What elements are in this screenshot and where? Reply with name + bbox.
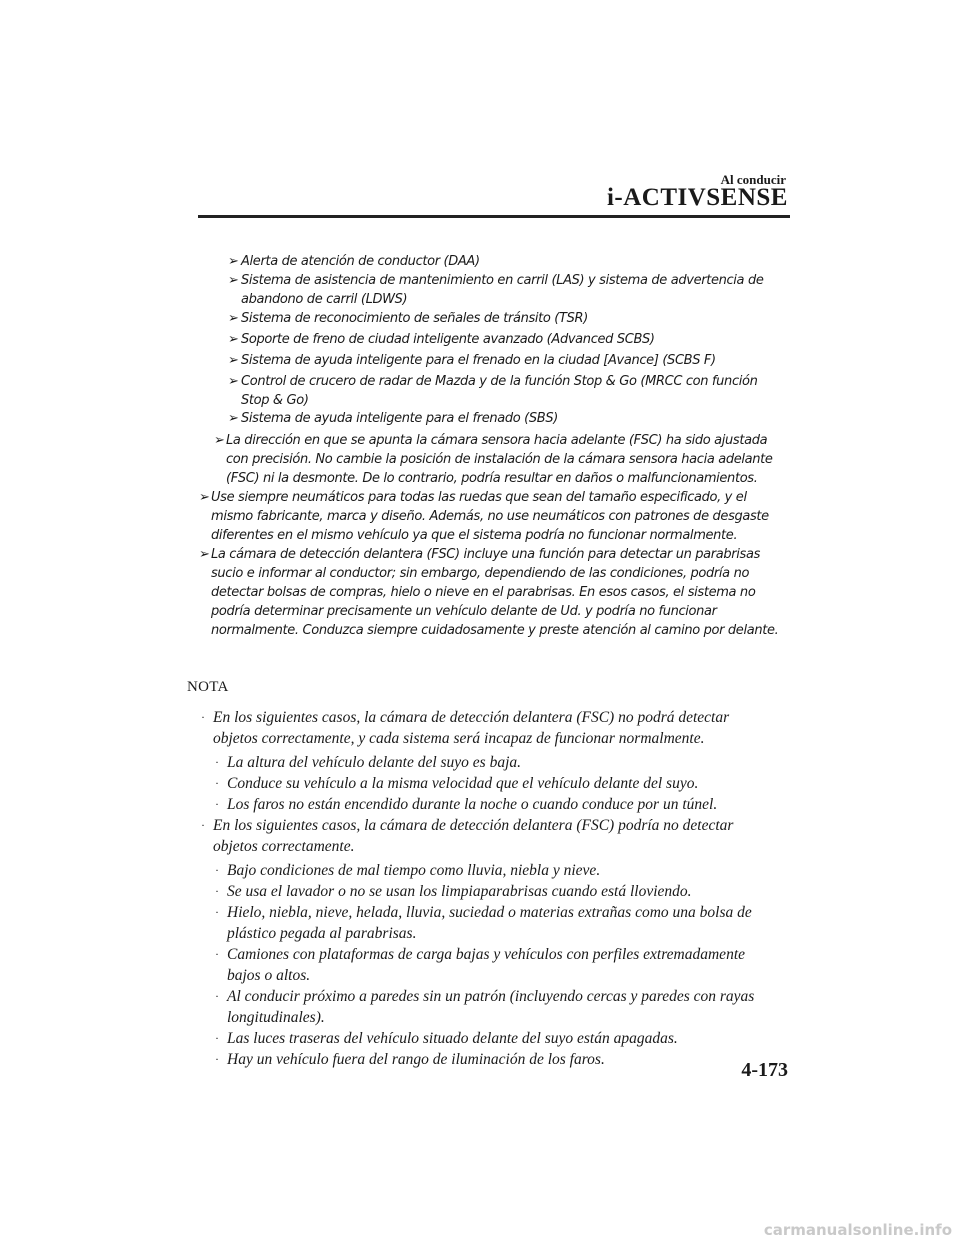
list-item-text: En los siguientes casos, la cámara de detección delantera (FSC) no podrá detectar objetos correctamente, y cada sistema será incapaz de funcionar normalmente.: [213, 709, 730, 747]
list-item: [215, 860, 775, 881]
bullet-dot-icon: ·: [215, 863, 219, 877]
list-item: [228, 372, 768, 410]
list-item-text: En los siguientes casos, la cámara de detección delantera (FSC) podría no detectar objetos correctamente.: [213, 817, 734, 855]
list-item: [228, 271, 774, 309]
list-item: [215, 881, 775, 902]
list-item: [215, 944, 775, 986]
bullet-dot-icon: ·: [215, 797, 219, 811]
arrow-bullet-icon: ➢: [228, 311, 239, 326]
list-item-text: Sistema de ayuda inteligente para el frenado en la ciudad [Avance] (SCBS F): [241, 353, 716, 368]
list-item-text: Conduce su vehículo a la misma velocidad que el vehículo delante del suyo.: [227, 775, 699, 792]
list-item-text: Alerta de atención de conductor (DAA): [241, 254, 480, 269]
list-item: [215, 794, 775, 815]
list-item: [215, 1028, 775, 1049]
list-item: [228, 330, 788, 349]
arrow-bullet-icon: ➢: [228, 273, 239, 288]
list-item-text: Soporte de freno de ciudad inteligente avanzado (Advanced SCBS): [241, 332, 655, 347]
list-item: [215, 1049, 775, 1070]
list-item-text: La altura del vehículo delante del suyo es baja.: [227, 754, 522, 771]
list-item: [201, 707, 761, 749]
list-item: [228, 309, 788, 328]
list-item: [215, 902, 775, 944]
list-item-text: Camiones con plataformas de carga bajas y vehículos con perfiles extremadamente bajos o altos.: [227, 946, 746, 984]
list-item-text: La cámara de detección delantera (FSC) incluye una función para detectar un parabrisas sucio e informar al conductor; sin embargo, dependiendo de las condiciones, podría no detectar bolsas de compras, hielo o nieve en el parabrisas. En esos casos, el sistema no podría determinar precisamente un vehículo delante de Ud. y podría no funcionar normalmente. Conduzca siempre cuidadosamente y preste atención al camino por delante.: [211, 547, 779, 638]
bullet-dot-icon: ·: [215, 1052, 219, 1066]
list-item-text: Sistema de reconocimiento de señales de tránsito (TSR): [241, 311, 588, 326]
list-item-text: Hay un vehículo fuera del rango de iluminación de los faros.: [227, 1051, 605, 1068]
list-item: [199, 488, 779, 545]
list-item: [199, 545, 779, 640]
list-item: [228, 351, 788, 370]
list-item: [215, 773, 775, 794]
arrow-bullet-icon: ➢: [228, 332, 239, 347]
list-item-text: Control de crucero de radar de Mazda y de la función Stop & Go (MRCC con función Stop & Go): [241, 374, 758, 408]
arrow-bullet-icon: ➢: [199, 490, 210, 505]
arrow-bullet-icon: ➢: [228, 353, 239, 368]
bullet-dot-icon: ·: [215, 905, 219, 919]
page-number: 4-173: [741, 1059, 788, 1081]
list-item-text: Los faros no están encendido durante la noche o cuando conduce por un túnel.: [227, 796, 718, 813]
bullet-dot-icon: ·: [215, 884, 219, 898]
list-item-text: Sistema de asistencia de mantenimiento en carril (LAS) y sistema de advertencia de abandono de carril (LDWS): [241, 273, 764, 307]
list-item: [214, 431, 790, 488]
arrow-bullet-icon: ➢: [228, 374, 239, 389]
bullet-dot-icon: ·: [215, 776, 219, 790]
arrow-bullet-icon: ➢: [228, 411, 239, 426]
bullet-dot-icon: ·: [215, 989, 219, 1003]
list-item: [215, 986, 775, 1028]
list-item-text: Sistema de ayuda inteligente para el frenado (SBS): [241, 411, 558, 426]
section-title: Al conducir: [720, 172, 786, 187]
list-item: [201, 815, 761, 857]
list-item-text: Use siempre neumáticos para todas las ruedas que sean del tamaño especificado, y el mismo fabricante, marca y diseño. Además, no use neumáticos con patrones de desgaste diferentes en el mismo vehículo ya que el sistema podría no funcionar normalmente.: [211, 490, 769, 543]
bullet-dot-icon: ·: [215, 947, 219, 961]
arrow-bullet-icon: ➢: [228, 254, 239, 269]
list-item-text: Al conducir próximo a paredes sin un patrón (incluyendo cercas y paredes con rayas longitudinales).: [227, 988, 755, 1026]
list-item: [215, 752, 775, 773]
note-heading: NOTA: [187, 679, 229, 695]
bullet-dot-icon: ·: [201, 710, 205, 724]
arrow-bullet-icon: ➢: [199, 547, 210, 562]
list-item-text: Se usa el lavador o no se usan los limpiaparabrisas cuando está lloviendo.: [227, 883, 692, 900]
list-item: [228, 409, 788, 428]
list-item-text: Bajo condiciones de mal tiempo como lluvia, niebla y nieve.: [227, 862, 601, 879]
bullet-dot-icon: ·: [215, 1031, 219, 1045]
watermark: carmanualsonline.info: [763, 1221, 952, 1239]
list-item-text: Hielo, niebla, nieve, helada, lluvia, suciedad o materias extrañas como una bolsa de plástico pegada al parabrisas.: [227, 904, 752, 942]
bullet-dot-icon: ·: [215, 755, 219, 769]
chapter-title: i-ACTIVSENSE: [606, 184, 788, 211]
list-item: [228, 252, 788, 271]
list-item-text: Las luces traseras del vehículo situado delante del suyo están apagadas.: [227, 1030, 678, 1047]
bullet-dot-icon: ·: [201, 818, 205, 832]
list-item-text: La dirección en que se apunta la cámara sensora hacia adelante (FSC) ha sido ajustada con precisión. No cambie la posición de instalación de la cámara sensora hacia adelante (FSC) ni la desmonte. De lo contrario, podría resultar en daños o malfuncionamientos.: [226, 433, 773, 486]
header-rule: [198, 215, 790, 218]
arrow-bullet-icon: ➢: [214, 433, 225, 448]
